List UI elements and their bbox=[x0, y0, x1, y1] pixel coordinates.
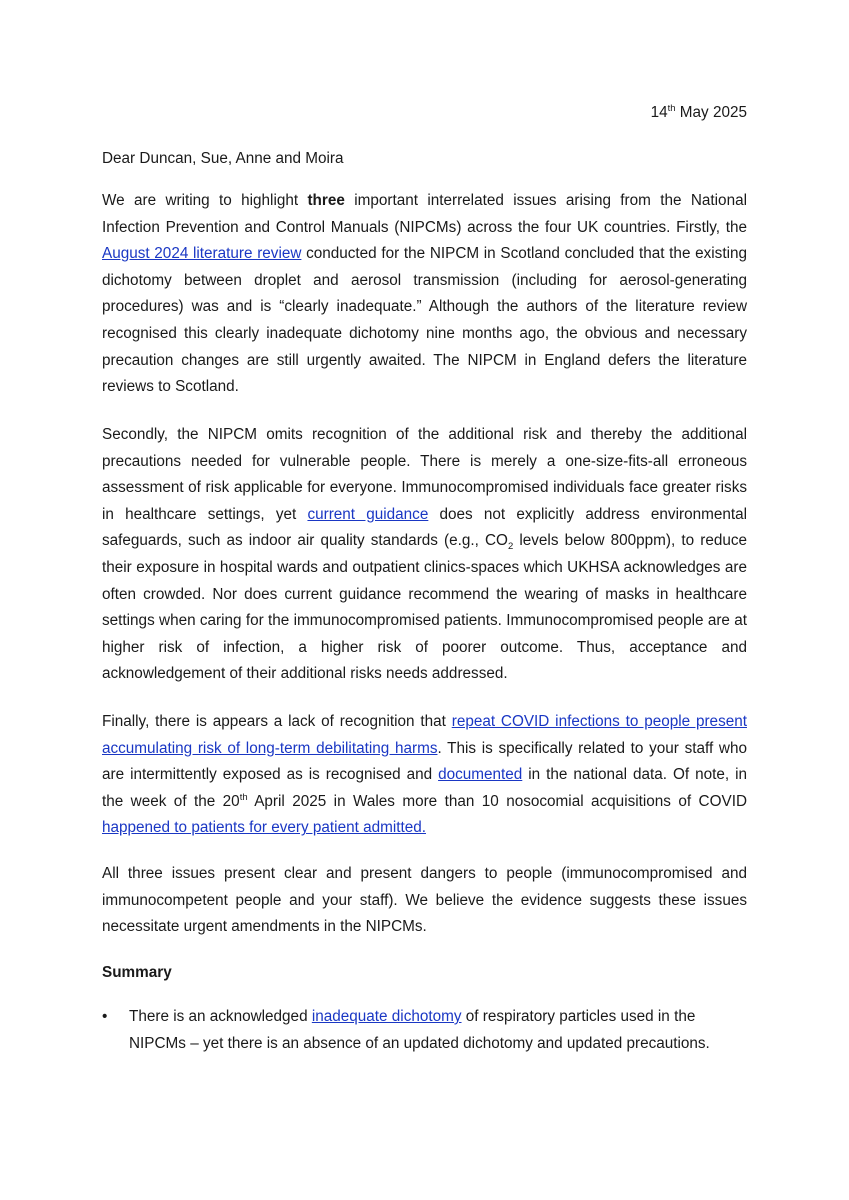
date-day: 14 bbox=[650, 104, 668, 121]
current-guidance-link[interactable]: current guidance bbox=[307, 505, 429, 523]
bullet1-text-1: There is an acknowledged bbox=[129, 1008, 312, 1025]
p3-text-1: Finally, there is appears a lack of recognition that bbox=[102, 713, 452, 730]
greeting: Dear Duncan, Sue, Anne and Moira bbox=[102, 150, 344, 167]
paragraph-2 bbox=[102, 422, 747, 688]
paragraph-4: All three issues present clear and present dangers to people (immunocompromised and immunocompetent people and your staff). We believe the evidence suggests these issues necessitate urgent amendments in the NIPCMs. bbox=[102, 865, 747, 936]
p3-text-4: April 2025 in Wales more than 10 nosocomial acquisitions of COVID bbox=[247, 792, 747, 810]
p1-bold-three: three bbox=[307, 192, 345, 209]
letter-date bbox=[651, 102, 747, 124]
repeat-covid-infections-link[interactable]: repeat COVID infections to people present accumulating risk of long-term debilitating harms bbox=[102, 713, 747, 757]
p3-text-2: . This is specifically related to your staff who are intermittently exposed as is recognised and bbox=[102, 739, 747, 784]
patients-admitted-link[interactable]: happened to patients for every patient admitted. bbox=[102, 819, 426, 837]
paragraph-3 bbox=[102, 709, 747, 842]
p2-text-2: does not explicitly address environmental safeguards, such as indoor air quality standards (e.g., CO bbox=[102, 505, 748, 550]
p2-text-3: levels below 800ppm), to reduce their exposure in hospital wards and outpatient clinics-spaces which UKHSA acknowledges are often crowded. Nor does current guidance recommend the wearing of masks in healthcare settings when caring for the immunocompromised patients. Immunocompromised people are at higher risk of infection, a higher risk of poorer outcome. Thus, acceptance and acknowledgement of their additional risks needs addressed. bbox=[102, 532, 747, 683]
documented-link[interactable]: documented bbox=[438, 766, 523, 784]
date-suffix: th bbox=[667, 102, 676, 114]
p1-text-1: We are writing to highlight bbox=[102, 192, 308, 209]
p2-text-1: Secondly, the NIPCM omits recognition of the additional risk and thereby the additional precautions needed for vulnerable people. There is merely a one-size-fits-all erroneous assessment of risk applicable for everyone. Immunocompromised individuals face greater risks in healthcare settings, yet bbox=[102, 426, 747, 523]
p3-superscript: th bbox=[239, 791, 248, 803]
inadequate-dichotomy-link[interactable]: inadequate dichotomy bbox=[311, 1008, 462, 1025]
date-rest: May 2025 bbox=[675, 104, 747, 121]
p1-text-3: conducted for the NIPCM in Scotland concluded that the existing dichotomy between droplet and aerosol transmission (including for aerosol-generating procedures) was and is “clearly inadequate.” Although the authors of the literature review recognised this clearly inadequate dichotomy nine months ago, the obvious and necessary precaution changes are still urgently awaited. The NIPCM in England defers the literature reviews to Scotland. bbox=[102, 245, 747, 396]
bullet-text bbox=[129, 1004, 749, 1057]
literature-review-link[interactable]: August 2024 literature review bbox=[102, 245, 302, 263]
co2-subscript: 2 bbox=[507, 541, 514, 553]
p1-text-2: important interrelated issues arising from the National Infection Prevention and Control Manuals (NIPCMs) across the four UK countries. Firstly, the bbox=[102, 192, 747, 236]
bullet-marker: • bbox=[102, 1008, 108, 1025]
paragraph-1 bbox=[102, 188, 747, 401]
bullet1-text-2: of respiratory particles used in the NIPCMs – yet there is an absence of an updated dichotomy and updated precautions. bbox=[129, 1008, 710, 1052]
p3-text-3: in the national data. Of note, in the week of the 20 bbox=[102, 766, 747, 810]
summary-heading: Summary bbox=[102, 964, 172, 981]
